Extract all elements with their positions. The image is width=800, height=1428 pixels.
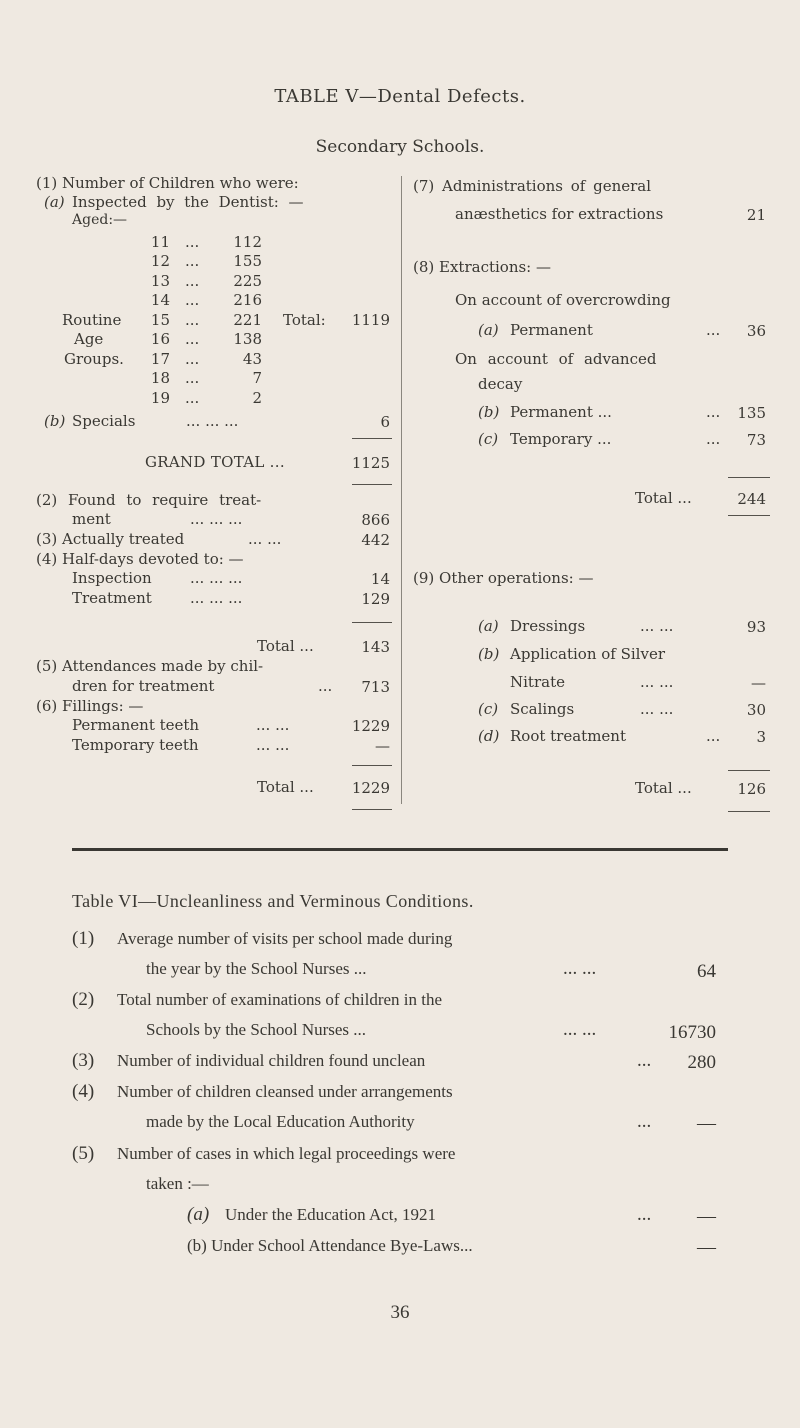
- treatment-label: Treatment: [72, 589, 152, 607]
- item-3-label: Number of individual children found unclean: [117, 1051, 426, 1070]
- dots: ...: [185, 350, 200, 368]
- extract-a-marker: (a): [478, 321, 499, 339]
- item-5-number: (5): [72, 1143, 95, 1164]
- dots: ...: [185, 291, 200, 309]
- item-5b-label: (b) Under School Attendance Bye-Laws...: [187, 1236, 473, 1255]
- routine-total-value: 1119: [351, 311, 390, 329]
- op-d-value: 3: [756, 728, 766, 746]
- dots: ... ...: [248, 530, 282, 548]
- op-a-value: 93: [746, 618, 766, 636]
- dots: ... ...: [640, 673, 674, 691]
- section-6-total-label: Total ...: [257, 778, 314, 796]
- age-value: 19: [150, 389, 170, 407]
- dots: ...: [706, 403, 721, 421]
- age-value: 17: [150, 350, 170, 368]
- section-2-value: 866: [361, 511, 390, 529]
- item-4-label-cont: made by the Local Education Authority: [146, 1112, 415, 1131]
- op-c-label: Scalings: [510, 700, 575, 718]
- section-7-value: 21: [746, 206, 766, 224]
- section-3-label: (3) Actually treated: [36, 530, 185, 548]
- groups-label: Groups.: [64, 350, 124, 368]
- section-1a-label: Inspected by the Dentist: —: [72, 193, 304, 211]
- section-4-total-value: 143: [361, 638, 390, 656]
- op-d-label: Root treatment: [510, 727, 626, 745]
- dots: ...: [185, 369, 200, 387]
- section-7-label: (7) Administrations of general: [413, 177, 652, 195]
- item-4-value: —: [697, 1113, 716, 1134]
- dots: ...: [185, 330, 200, 348]
- grand-total-value: 1125: [351, 454, 390, 472]
- age-count: 7: [252, 369, 262, 387]
- rule: [352, 622, 392, 623]
- age-count: 155: [233, 252, 262, 270]
- page-number: 36: [390, 1302, 410, 1323]
- item-3-value: 280: [687, 1052, 716, 1073]
- permanent-teeth-label: Permanent teeth: [72, 716, 200, 734]
- extract-a-value: 36: [746, 322, 766, 340]
- section-8-total-label: Total ...: [635, 489, 692, 507]
- op-d-marker: (d): [478, 727, 500, 745]
- dots: ...: [637, 1111, 652, 1132]
- extract-b-value: 135: [737, 404, 766, 422]
- age-value: 13: [150, 272, 170, 290]
- overcrowding-label: On account of overcrowding: [455, 291, 671, 309]
- item-3-number: (3): [72, 1050, 95, 1071]
- rule: [728, 770, 770, 771]
- table5-title: TABLE V—Dental Defects.: [274, 86, 526, 107]
- dots: ...: [185, 389, 200, 407]
- dots: ...: [706, 430, 721, 448]
- temporary-teeth-label: Temporary teeth: [72, 736, 199, 754]
- item-4-number: (4): [72, 1081, 95, 1102]
- rule: [728, 515, 770, 516]
- grand-total-label: GRAND TOTAL ...: [145, 453, 285, 471]
- rule: [352, 809, 392, 810]
- section-1a-marker: (a): [44, 193, 65, 211]
- rule: [728, 811, 770, 812]
- section-6-total-value: 1229: [351, 779, 390, 797]
- section-6-label: (6) Fillings: —: [36, 697, 144, 715]
- column-divider: [401, 176, 402, 804]
- extract-c-marker: (c): [478, 430, 499, 448]
- section-4-total-label: Total ...: [257, 637, 314, 655]
- item-5-label-cont: taken :—: [146, 1174, 209, 1193]
- age-value: 18: [150, 369, 170, 387]
- rule: [728, 477, 770, 478]
- age-value: 14: [150, 291, 170, 309]
- section-9-label: (9) Other operations: —: [413, 569, 594, 587]
- section-8-label: (8) Extractions: —: [413, 258, 552, 276]
- section-9-total-label: Total ...: [635, 779, 692, 797]
- op-b-label: Application of Silver: [510, 645, 666, 663]
- aged-label: Aged:—: [72, 212, 128, 228]
- section-8-total-value: 244: [737, 490, 766, 508]
- section-5-label: (5) Attendances made by chil-: [36, 657, 264, 675]
- item-2-label: Total number of examinations of children in the: [117, 990, 443, 1009]
- rule: [352, 765, 392, 766]
- item-2-label-cont: Schools by the School Nurses ...: [146, 1020, 367, 1039]
- item-5a-label: Under the Education Act, 1921: [225, 1205, 437, 1224]
- dots: ... ...: [256, 716, 290, 734]
- routine-total-label: Total:: [283, 311, 326, 329]
- item-1-label: Average number of visits per school made during: [117, 929, 453, 948]
- dots: ...: [706, 321, 721, 339]
- permanent-teeth-value: 1229: [351, 717, 390, 735]
- dots: ...: [185, 233, 200, 251]
- item-5a-value: —: [697, 1206, 716, 1227]
- extract-c-value: 73: [746, 431, 766, 449]
- dots: ... ...: [563, 958, 597, 979]
- dots: ... ...: [640, 700, 674, 718]
- dots: ...: [637, 1050, 652, 1071]
- dots: ... ... ...: [190, 510, 243, 528]
- dots: ... ...: [256, 736, 290, 754]
- rule: [352, 484, 392, 485]
- section-separator: [72, 848, 728, 851]
- age-count: 2: [252, 389, 262, 407]
- age-label: Age: [74, 330, 104, 348]
- extract-b-label: Permanent ...: [510, 403, 612, 421]
- extract-c-label: Temporary ...: [510, 430, 612, 448]
- section-1-heading: (1) Number of Children who were:: [36, 174, 299, 192]
- table6-title: Table VI—Uncleanliness and Verminous Conditions.: [72, 891, 474, 911]
- item-2-value: 16730: [668, 1022, 716, 1043]
- age-count: 225: [233, 272, 262, 290]
- rule: [352, 438, 392, 439]
- item-2-number: (2): [72, 989, 95, 1010]
- dots: ... ...: [563, 1019, 597, 1040]
- dots: ... ... ...: [186, 412, 239, 430]
- op-b-marker: (b): [478, 645, 500, 663]
- item-4-label: Number of children cleansed under arrangements: [117, 1082, 453, 1101]
- specials-value: 6: [380, 413, 390, 431]
- item-1-number: (1): [72, 928, 95, 949]
- dots: ...: [185, 272, 200, 290]
- treatment-value: 129: [361, 590, 390, 608]
- section-7-label-cont: anæsthetics for extractions: [455, 205, 664, 223]
- dots: ...: [185, 311, 200, 329]
- op-c-marker: (c): [478, 700, 499, 718]
- section-5-label-cont: dren for treatment: [72, 677, 215, 695]
- age-value: 16: [150, 330, 170, 348]
- age-count: 43: [242, 350, 262, 368]
- extract-a-label: Permanent: [510, 321, 593, 339]
- item-1-label-cont: the year by the School Nurses ...: [146, 959, 367, 978]
- advanced-decay-label: On account of advanced: [455, 350, 657, 368]
- age-value: 12: [150, 252, 170, 270]
- dots: ...: [185, 252, 200, 270]
- inspection-label: Inspection: [72, 569, 152, 587]
- op-b-label-cont: Nitrate: [510, 673, 565, 691]
- age-value: 15: [150, 311, 170, 329]
- item-5-label: Number of cases in which legal proceedings were: [117, 1144, 456, 1163]
- age-value: 11: [150, 233, 170, 251]
- section-5-value: 713: [361, 678, 390, 696]
- age-count: 112: [233, 233, 262, 251]
- dots: ... ... ...: [190, 569, 243, 587]
- specials-label: Specials: [72, 412, 136, 430]
- op-a-marker: (a): [478, 617, 499, 635]
- advanced-decay-label-cont: decay: [478, 375, 523, 393]
- section-2-label: (2) Found to require treat-: [36, 491, 262, 509]
- item-5b-value: —: [697, 1237, 716, 1258]
- table5-subtitle: Secondary Schools.: [315, 137, 485, 157]
- item-1-value: 64: [697, 961, 716, 982]
- op-b-value: —: [751, 674, 766, 692]
- dots: ... ... ...: [190, 589, 243, 607]
- section-3-value: 442: [361, 531, 390, 549]
- item-5a-marker: (a): [187, 1204, 210, 1225]
- op-c-value: 30: [746, 701, 766, 719]
- specials-marker: (b): [44, 412, 66, 430]
- dots: ...: [637, 1204, 652, 1225]
- op-a-label: Dressings: [510, 617, 586, 635]
- extract-b-marker: (b): [478, 403, 500, 421]
- section-2-label-cont: ment: [72, 510, 111, 528]
- section-4-label: (4) Half-days devoted to: —: [36, 550, 244, 568]
- routine-label: Routine: [62, 311, 122, 329]
- age-count: 138: [233, 330, 262, 348]
- age-count: 216: [233, 291, 262, 309]
- dots: ... ...: [640, 617, 674, 635]
- section-9-total-value: 126: [737, 780, 766, 798]
- dots: ...: [318, 677, 333, 695]
- dots: ...: [706, 727, 721, 745]
- temporary-teeth-value: —: [375, 737, 390, 755]
- age-count: 221: [233, 311, 262, 329]
- inspection-value: 14: [370, 570, 390, 588]
